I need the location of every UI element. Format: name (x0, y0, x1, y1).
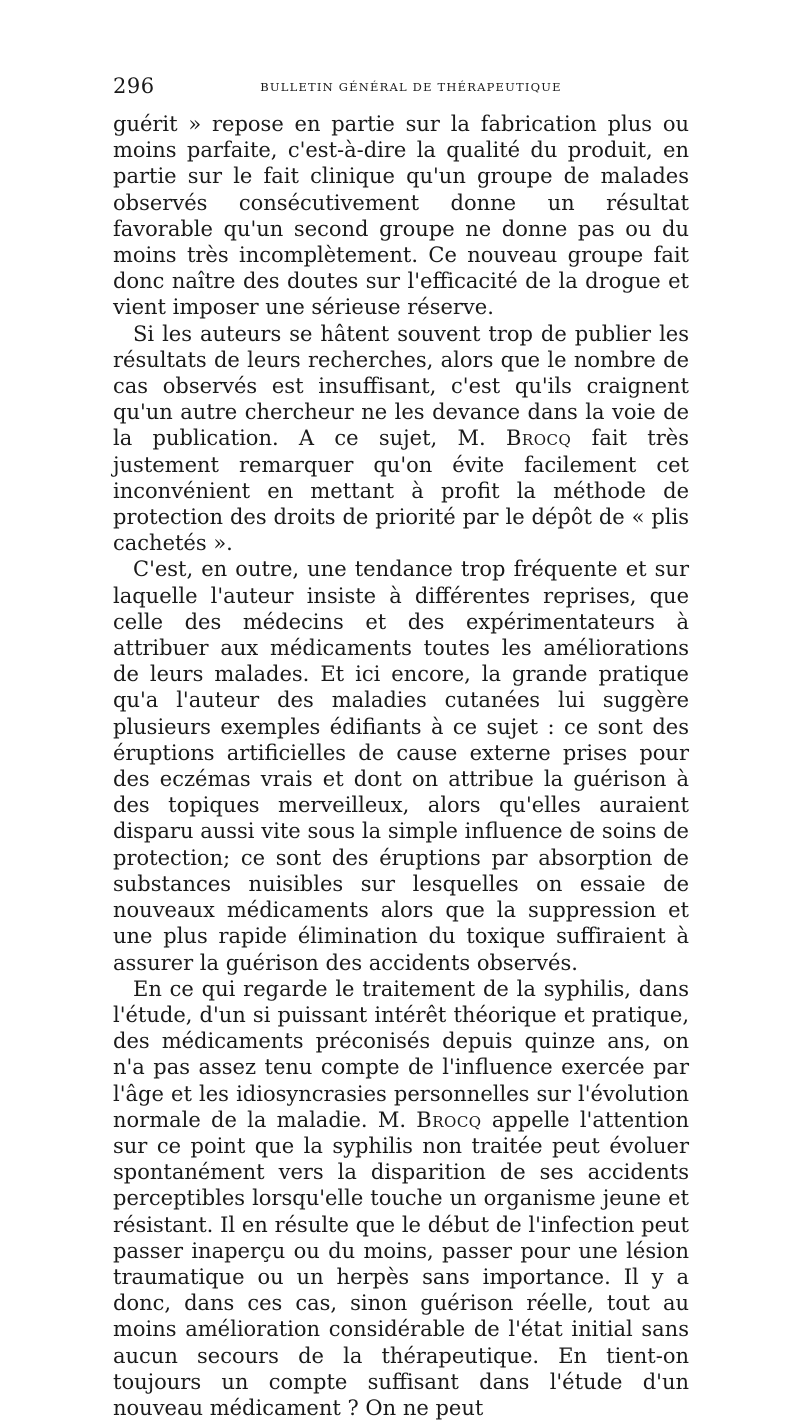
paragraph-2-text-after: fait très justement remarquer qu'on évite facilement cet inconvénient en mettant à profit la méthode de protection des droits de priorité par le dépôt de « plis cachetés ». (113, 426, 689, 556)
paragraph-3-text: C'est, en outre, une tendance trop fréquente et sur laquelle l'auteur insiste à différentes reprises, que celle des médecins et des expérimentateurs à attribuer aux médicaments toutes les améliorations de leurs malades. Et ici encore, la grande pratique qu'a l'auteur des maladies cutanées lui suggère plusieurs exemples édifiants à ce sujet : ce sont des éruptions artificielles de cause externe prises pour des eczémas vrais et dont on attribue la guérison à des topiques merveilleux, alors qu'elles auraient disparu aussi vite sous la simple influence de soins de protection; ce sont des éruptions par absorption de substances nuisibles sur lesquelles on essaie de nouveaux médicaments alors que la suppression et une plus rapide élimination du toxique suffiraient à assurer la guérison des accidents observés. (113, 557, 689, 975)
author-name: Brocq (505, 426, 572, 451)
paragraph-4-text-before: En ce qui regarde le traitement de la syphilis, dans l'étude, d'un si puissant intérêt théorique et pratique, des médicaments préconisés depuis quinze ans, on n'a pas assez tenu compte de l'influence exercée par l'âge et les idiosyncrasies personnelles sur l'évolution normale de la maladie. M. (113, 976, 689, 1132)
paragraph-1 (113, 111, 689, 321)
author-name: Brocq (416, 1107, 482, 1132)
page-number: 296 (113, 74, 155, 98)
body-text (113, 111, 689, 1421)
running-title: BULLETIN GÉNÉRAL DE THÉRAPEUTIQUE (260, 80, 562, 94)
paragraph-2-text-before: Si les auteurs se hâtent souvent trop de publier les résultats de leurs recherches, alors que le nombre de cas observés est insuffisant, c'est qu'ils craignent qu'un autre chercheur ne les devance dans la voie de la publication. A ce sujet, M. (113, 321, 689, 451)
paragraph-3 (113, 556, 689, 975)
paragraph-4-text-after: appelle l'attention sur ce point que la syphilis non traitée peut évoluer spontanément vers la disparition de ses accidents perceptibles lorsqu'elle touche un organisme jeune et résistant. Il en résulte que le début de l'infection peut passer inaperçu ou du moins, passer pour une lésion traumatique ou un herpès sans importance. Il y a donc, dans ces cas, sinon guérison réelle, tout au moins amélioration considérable de l'état initial sans aucun secours de la thérapeutique. En tient-on toujours un compte suffisant dans l'étude d'un nouveau médicament ? On ne peut (113, 1107, 689, 1420)
paragraph-1-text: guérit » repose en partie sur la fabrication plus ou moins parfaite, c'est-à-dire la qualité du produit, en partie sur le fait clinique qu'un groupe de malades observés consécutivement donne un résultat favorable qu'un second groupe ne donne pas ou du moins très incomplètement. Ce nouveau groupe fait donc naître des doutes sur l'efficacité de la drogue et vient imposer une sérieuse réserve. (113, 112, 689, 320)
paragraph-4 (113, 976, 689, 1421)
paragraph-2 (113, 321, 689, 557)
page-header (113, 74, 689, 104)
